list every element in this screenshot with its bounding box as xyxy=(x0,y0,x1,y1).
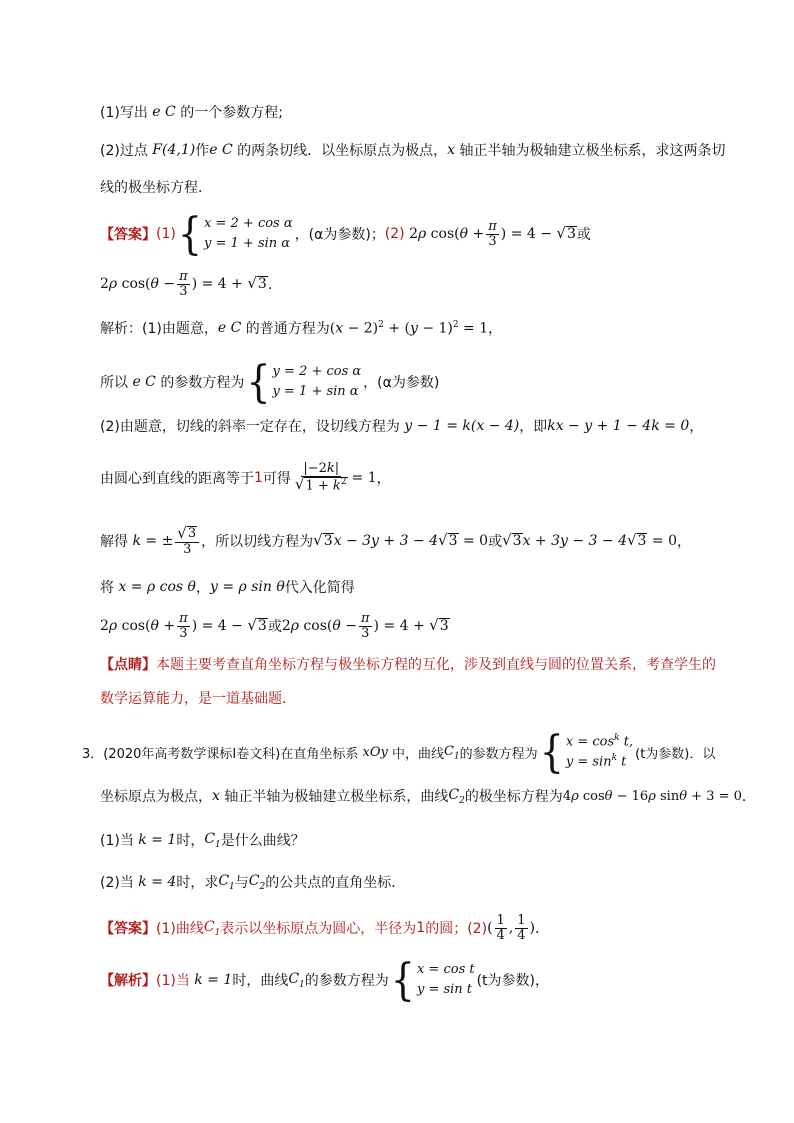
q2-part2-cont: 线的极坐标方程． xyxy=(100,180,212,196)
answer-2: 【答案】 (1) { x = 2 + cos α y = 1 + sin α ，(α为参数)； (2) 2ρ cos(θ + $\frac{\pi}{3}$ ) = 4 − √ 3 或 xyxy=(100,208,591,260)
q3-line2: 坐标原点为极点， x 轴正半轴为极轴建立极坐标系，曲线 $C_2$ 的极坐标方程为 4ρ cosθ − 16ρ sinθ + 3 = 0 ． xyxy=(100,786,756,806)
solution-line2: 所以 e C 的参数方程为 { y = 2 + cos α y = 1 + sin α ，(α为参数) xyxy=(100,356,440,408)
solution-line3: (2)由题意，切线的斜率一定存在，设切线方程为 y − 1 = k(x − 4) ，即 kx − y + 1 − 4k = 0 ， xyxy=(100,418,704,435)
q3-part2: (2)当 k = 4 时，求 $C_1$ 与 $C_2$ 的公共点的直角坐标． xyxy=(100,872,406,892)
answer-2-cont: 2ρ cos(θ − $\frac{\pi}{3}$ ) = 4 + √ 3 ． xyxy=(100,269,282,299)
q3-line1: 3． (2020年高考数学课标Ⅰ卷文科) 在直角坐标系 xOy 中，曲线 $C_1$ 的参数方程为 { $x = \cos^k t$, $y = \sin^k t$ (t为参数)．以 xyxy=(82,727,716,778)
q3-part1: (1)当 k = 1 时， $C_1$ 是什么曲线？ xyxy=(100,830,305,850)
circle-c: e C xyxy=(147,104,181,120)
solution-line1: 解析：(1)由题意， e C 的普通方程为 $(x - 2)^2 + (y - 1)^2 = 1$ ， xyxy=(100,319,503,337)
param-system: { x = 2 + cos α y = 1 + sin α xyxy=(177,208,293,260)
solution-line6: 将 x = ρ cos θ ， y = ρ sin θ 代入化简得 xyxy=(100,579,355,596)
q2-part2: (2)过点 F(4,1) 作 e C 的两条切线．以坐标原点为极点， x 轴正半轴为极轴建立极坐标系，求这两条切 xyxy=(100,142,726,159)
solution-line7: 2ρ cos(θ + $\frac{\pi}{3}$ ) = 4 − √ 3 或 2ρ cos(θ − $\frac{\pi}{3}$ ) = 4 + √ 3 xyxy=(100,611,449,641)
solution-line4: 由圆心到直线的距离等于 1 可得 |−2k| √ $1 + k^2$ = 1 ， xyxy=(100,461,391,493)
comment-line2: 数学运算能力，是一道基础题． xyxy=(100,691,296,707)
solution-3: 【解析】 (1)当 k = 1 时，曲线 $C_1$ 的参数方程为 { x = cos t y = sin t (t为参数)， xyxy=(100,954,550,1006)
solution-line5: 解得 k = ± √ 3 3 ，所以切线方程为 √ 3 x − 3y + 3 − 4 √ 3 = 0 或 √ 3 x + 3y − 3 − 4 √ 3 = 0 ， xyxy=(100,524,692,557)
comment-line1: 【点睛】 本题主要考查直角坐标方程与极坐标方程的互化，涉及到直线与圆的位置关系，考查学生的 xyxy=(100,657,716,673)
answer-3: 【答案】 (1)曲线 $C_1$ 表示以坐标原点为圆心，半径为 1 的圆；(2) ( $\frac{1}{4}$ , $\frac{1}{4}$ ) ． xyxy=(100,913,550,943)
q2-part1: (1)写出 e C 的一个参数方程; xyxy=(100,104,283,121)
